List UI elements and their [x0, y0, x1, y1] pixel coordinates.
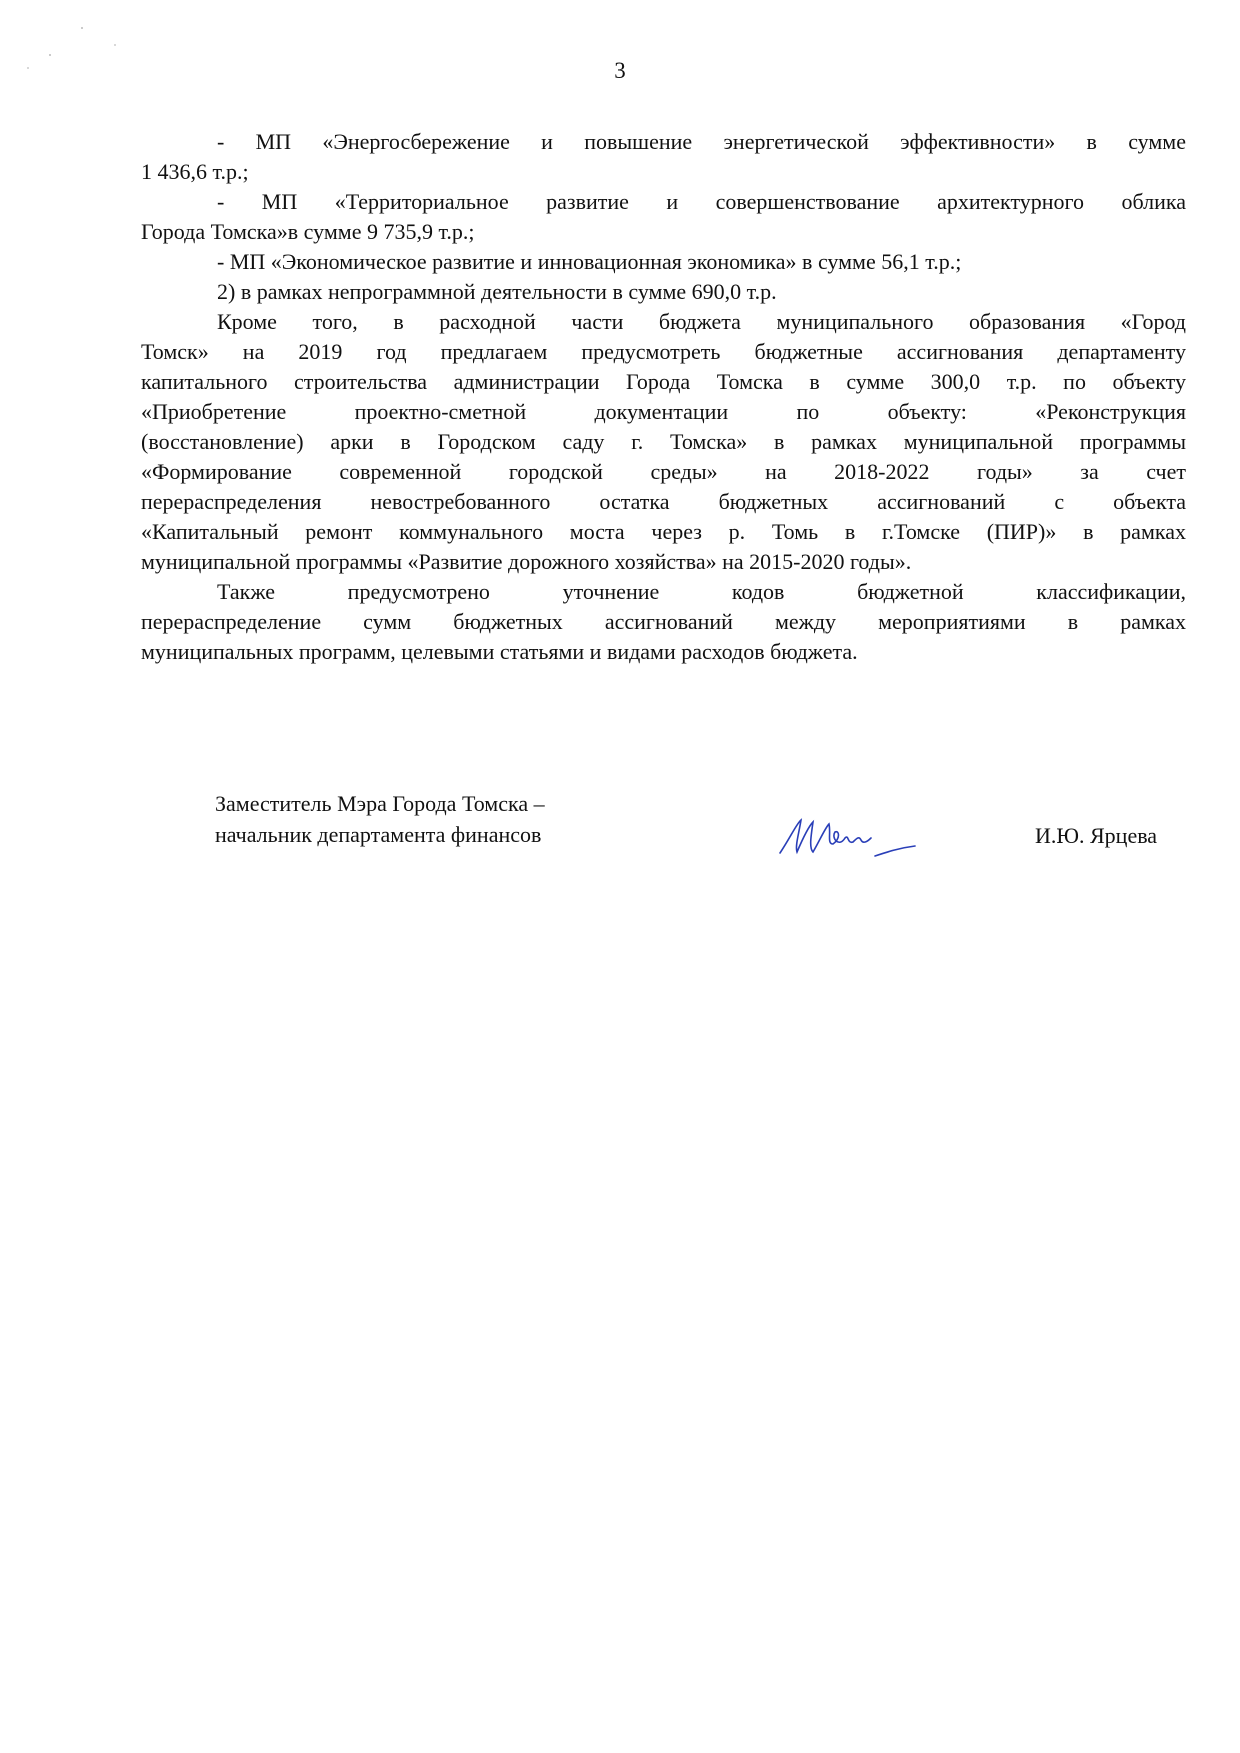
- text-line: перераспределение сумм бюджетных ассигнований между мероприятиями в рамках: [141, 609, 1186, 634]
- text-line: перераспределения невостребованного остатка бюджетных ассигнований с объекта: [141, 489, 1186, 514]
- text-line: Города Томска»в сумме 9 735,9 т.р.;: [141, 219, 475, 244]
- paragraph-economic: [141, 247, 1186, 277]
- paragraph-capital-construction: [141, 307, 1186, 577]
- text-line: «Капитальный ремонт коммунального моста через р. Томь в г.Томске (ПИР)» в рамках: [141, 519, 1186, 544]
- text-line: капитального строительства администрации Города Томска в сумме 300,0 т.р. по объекту: [141, 369, 1186, 394]
- text-line: (восстановление) арки в Городском саду г. Томска» в рамках муниципальной программы: [141, 429, 1186, 454]
- text-line: «Приобретение проектно-сметной документации по объекту: «Реконструкция: [141, 399, 1186, 424]
- document-body: [141, 127, 1186, 667]
- text-line: - МП «Энергосбережение и повышение энергетической эффективности» в сумме: [217, 129, 1186, 154]
- text-line: «Формирование современной городской среды» на 2018-2022 годы» за счет: [141, 459, 1186, 484]
- text-line: - МП «Территориальное развитие и совершенствование архитектурного облика: [217, 189, 1186, 214]
- signatory-title-line: начальник департамента финансов: [215, 822, 542, 847]
- text-line: муниципальной программы «Развитие дорожного хозяйства» на 2015-2020 годы».: [141, 549, 912, 574]
- text-line: 2) в рамках непрограммной деятельности в сумме 690,0 т.р.: [217, 279, 777, 304]
- text-line: - МП «Экономическое развитие и инновационная экономика» в сумме 56,1 т.р.;: [217, 249, 962, 274]
- text-line: Томск» на 2019 год предлагаем предусмотреть бюджетные ассигнования департаменту: [141, 339, 1186, 364]
- text-line: 1 436,6 т.р.;: [141, 159, 249, 184]
- signatory-title: [215, 788, 545, 850]
- handwritten-signature: [775, 808, 925, 868]
- text-line: Кроме того, в расходной части бюджета муниципального образования «Город: [217, 309, 1186, 334]
- signatory-name: И.Ю. Ярцева: [1035, 823, 1158, 848]
- signatory-title-line: Заместитель Мэра Города Томска –: [215, 791, 545, 816]
- paragraph-territorial: [141, 187, 1186, 247]
- page-number: 3: [614, 58, 626, 83]
- paragraph-nonprogram: [141, 277, 1186, 307]
- paragraph-energy: [141, 127, 1186, 187]
- paragraph-classification: [141, 577, 1186, 667]
- text-line: муниципальных программ, целевыми статьями и видами расходов бюджета.: [141, 639, 858, 664]
- text-line: Также предусмотрено уточнение кодов бюджетной классификации,: [217, 579, 1186, 604]
